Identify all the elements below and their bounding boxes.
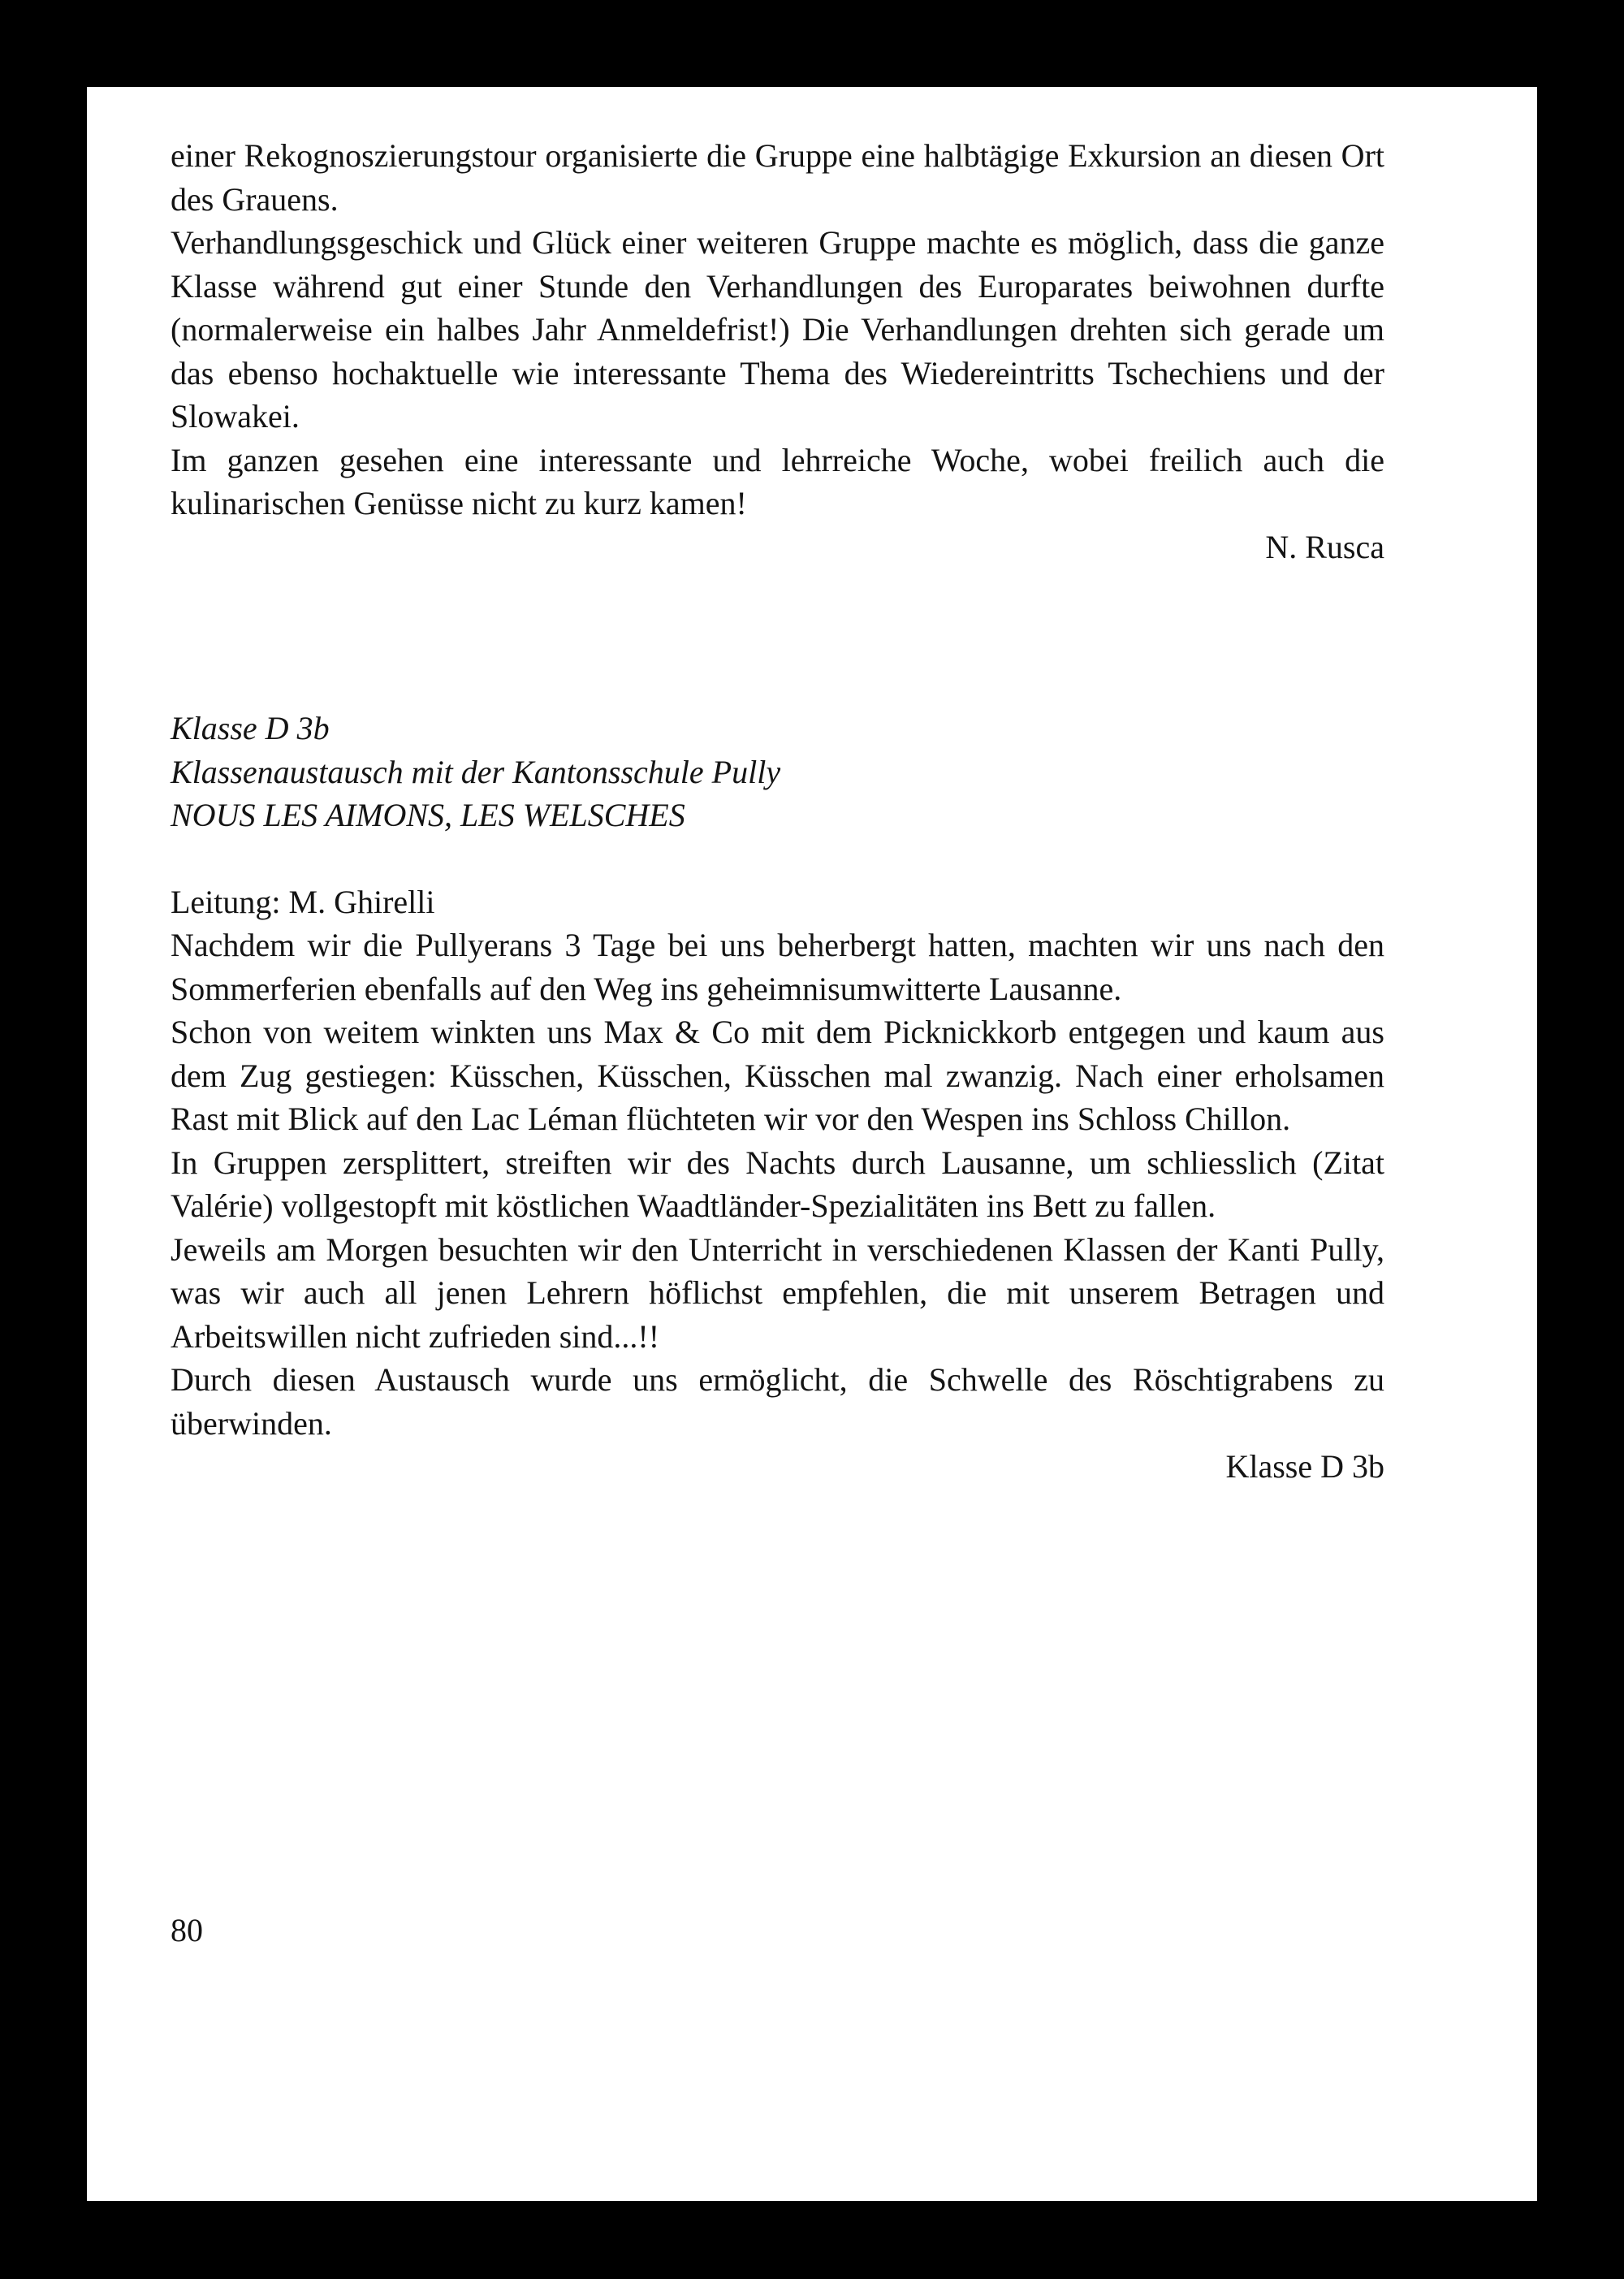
paragraph: Schon von weitem winkten uns Max & Co mit dem Picknickkorb entgegen und kaum aus dem Zug gestiegen: Küsschen, Küsschen, Küsschen mal zwanzig. Nach einer erholsamen Rast mit Blick auf den Lac Léman flüchteten wir vor den Wespen ins Schloss Chillon. — [171, 1014, 1384, 1137]
class-signature: Klasse D 3b — [1225, 1448, 1384, 1485]
article-motto: NOUS LES AIMONS, LES WELSCHES — [171, 797, 685, 833]
paragraph: einer Rekognoszierungstour organisierte die Gruppe eine halbtägige Exkursion an diesen Ort des Grauens. — [171, 137, 1384, 218]
paragraph: Verhandlungsgeschick und Glück einer weiteren Gruppe machte es möglich, dass die ganze Klasse während gut einer Stunde den Verhandlungen des Europarates beiwohnen durfte (normalerweise ein halbes Jahr Anmeldefrist!) Die Verhandlungen drehten sich gerade um das ebenso hochaktuelle wie interessante Thema des Wiedereintritts Tschechiens und der Slowakei. — [171, 224, 1384, 435]
paragraph: Jeweils am Morgen besuchten wir den Unterricht in verschiedenen Klassen der Kanti Pully, was wir auch all jenen Lehrern höflichst empfehlen, die mit unserem Betragen und Arbeitswillen nicht zufrieden sind...!! — [171, 1230, 1384, 1355]
paragraph: Durch diesen Austausch wurde uns ermöglicht, die Schwelle des Röschtigrabens zu überwinden. — [171, 1361, 1384, 1442]
paragraph: Im ganzen gesehen eine interessante und lehrreiche Woche, wobei freilich auch die kulinarischen Genüsse nicht zu kurz kamen! — [171, 441, 1384, 521]
article-subtitle: Klassenaustausch mit der Kantonsschule Pully — [171, 753, 781, 790]
leitung-line: Leitung: M. Ghirelli — [171, 883, 435, 920]
class-heading: Klasse D 3b — [171, 710, 330, 746]
author-signature: N. Rusca — [1265, 528, 1384, 565]
article-continuation — [171, 134, 1384, 569]
paragraph: Nachdem wir die Pullyerans 3 Tage bei uns beherbergt hatten, machten wir uns nach den Sommerferien ebenfalls auf den Weg ins geheimnisumwitterte Lausanne. — [171, 927, 1384, 1007]
class-exchange-article — [171, 707, 1384, 1489]
paragraph: In Gruppen zersplittert, streiften wir des Nachts durch Lausanne, um schliesslich (Zitat Valérie) vollgestopft mit köstlichen Waadtländer-Spezialitäten ins Bett zu fallen. — [171, 1144, 1384, 1224]
page-number: 80 — [171, 1912, 203, 1948]
